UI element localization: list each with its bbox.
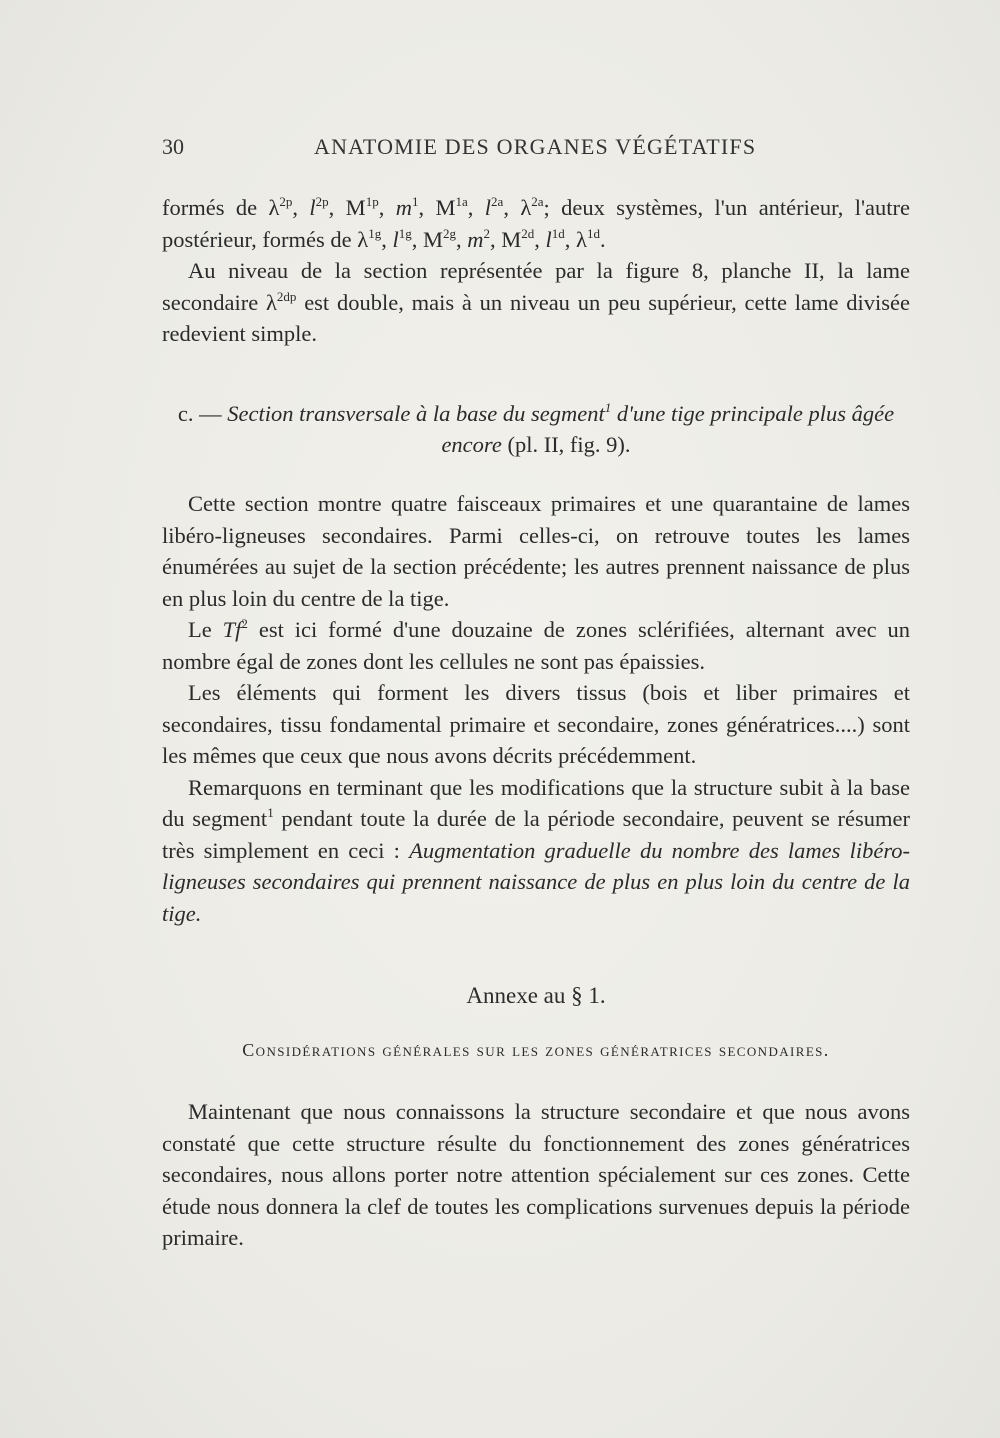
page-number: 30 bbox=[162, 134, 184, 159]
section-title: Section transversale à la base du segment$^1$ d'une tige principale plus âgée encore bbox=[227, 400, 895, 457]
page-header bbox=[162, 134, 762, 166]
paragraph-conclusion: Remarquons en terminant que les modifications que la structure subit à la base du segment$^1$ pendant toute la durée de la période secondaire, peuvent se résumer très simplement en ceci : Augmentation graduelle du nombre des lames libéro-ligneuses secondaires qui prennent naissance de plus en plus loin du centre de la tige. bbox=[162, 774, 910, 926]
paragraph-continued: formés de $\lambda^{2p}$, $l^{2p}$, $M^{1p}$, $m^1$, $M^{1a}$, $l^{2a}$, $\lambda^{2a}$; deux systèmes, l'un antérieur, l'autre postérieur, formés de $\lambda^{1g}$, $l^{1g}$, $M^{2g}$, $m^2$, $M^{2d}$, $l^{1d}$, $\lambda^{1d}$. bbox=[162, 194, 911, 252]
paragraph-section-8: Au niveau de la section représentée par la figure 8, planche II, la lame secondaire $\lambda^{2dp}$ est double, mais à un niveau un peu supérieur, cette lame divisée redevient simple. bbox=[162, 258, 910, 346]
text-block-3 bbox=[162, 1096, 910, 1254]
annexe-subtitle: Considérations générales sur les zones génératrices secondaires. bbox=[242, 1040, 830, 1060]
paragraph-annexe: Maintenant que nous connaissons la structure secondaire et que nous avons constaté que cette structure résulte du fonctionnement des zones génératrices secondaires, nous allons porter notre attention spécialement sur ces zones. Cette étude nous donnera la clef de toutes les complications survenues depuis la période primaire. bbox=[162, 1099, 910, 1250]
running-head: ANATOMIE DES ORGANES VÉGÉTATIFS bbox=[314, 134, 757, 159]
paragraph-section-description: Cette section montre quatre faisceaux primaires et une quarantaine de lames libéro-ligneuses secondaires. Parmi celles-ci, on retrouve toutes les lames énumérées au sujet de la section précédente; les autres prennent naissance de plus en plus loin du centre de la tige. bbox=[162, 491, 910, 611]
paragraph-elements: Les éléments qui forment les divers tissus (bois et liber primaires et secondaires, tissu fondamental primaire et secondaire, zones génératrices....) sont les mêmes que ceux que nous avons décrits précédemment. bbox=[162, 680, 910, 768]
text-block-2 bbox=[162, 488, 910, 929]
paragraph-tf2: Le Tf$^2$ est ici formé d'une douzaine de zones sclérifiées, alternant avec un nombre égal de zones dont les cellules ne sont pas épaissies. bbox=[162, 616, 910, 674]
section-label: c. bbox=[177, 401, 194, 426]
plate-reference: (pl. II, fig. 9). bbox=[501, 432, 631, 457]
section-c-heading: c. — Section transversale à la base du segment$^1$ d'une tige principale plus âgée encore (pl. II, fig. 9). bbox=[177, 400, 895, 457]
annexe-title: Annexe au § 1. bbox=[466, 983, 606, 1008]
text-block-1 bbox=[162, 192, 910, 350]
